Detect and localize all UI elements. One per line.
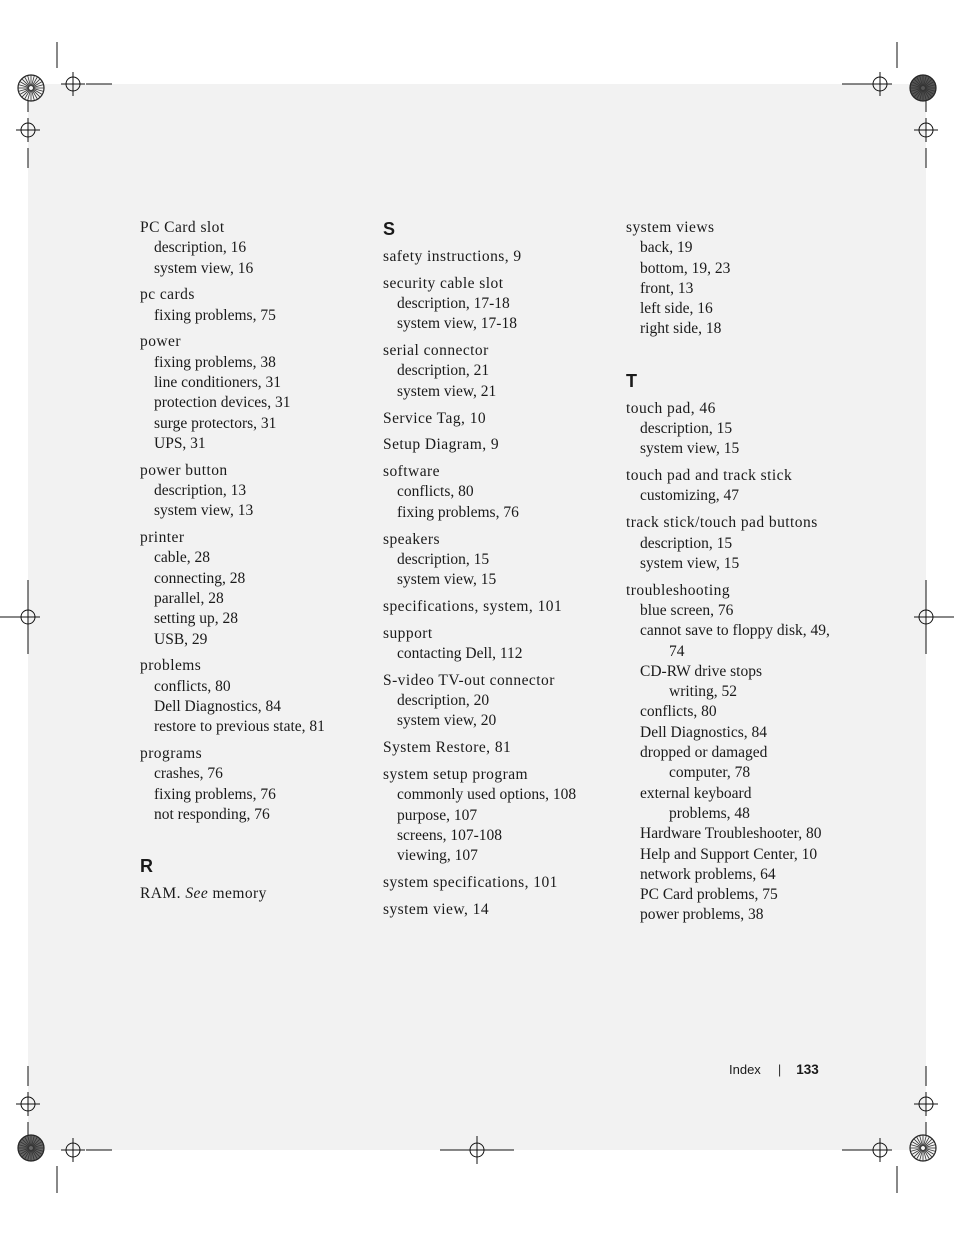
index-entry [383, 462, 608, 523]
index-entry [140, 656, 365, 737]
index-term: system setup program [383, 766, 529, 784]
index-term: system specifications, 101 [383, 874, 558, 892]
index-entry [383, 900, 608, 920]
page-footer [729, 1061, 819, 1079]
index-term: problems [140, 657, 202, 675]
index-letter-heading: R [140, 856, 153, 877]
index-subentry: restore to previous state, 81 [154, 718, 325, 736]
index-term: power [140, 333, 181, 351]
footer-separator: | [777, 1062, 782, 1077]
index-subentry: system view, 15 [640, 440, 740, 458]
index-term: system views [626, 219, 715, 236]
index-term: printer [140, 529, 185, 547]
index-term-part: RAM. [140, 885, 186, 903]
index-entry [383, 530, 608, 591]
index-term: programs [140, 745, 203, 763]
index-subentry: fixing problems, 38 [154, 353, 276, 371]
index-subentry: screens, 107-108 [397, 826, 503, 844]
index-entry [383, 274, 608, 335]
index-subentry: parallel, 28 [154, 590, 224, 608]
index-entry [383, 409, 608, 429]
index-term: troubleshooting [626, 581, 731, 599]
index-subentry: blue screen, 76 [640, 601, 734, 619]
index-letter-heading: T [626, 370, 637, 391]
index-term: security cable slot [383, 274, 504, 292]
index-subentry: description, 15 [640, 534, 733, 552]
index-subentry: setting up, 28 [154, 610, 238, 628]
index-column-1 [140, 218, 365, 911]
index-entry [383, 341, 608, 402]
index-entry [383, 624, 608, 665]
index-subentry: protection devices, 31 [154, 394, 291, 412]
index-term-part: See [185, 885, 209, 903]
index-term: pc cards [140, 286, 195, 304]
index-entry [626, 399, 851, 460]
index-subentry: fixing problems, 76 [397, 503, 519, 521]
index-subentry: PC Card problems, 75 [640, 886, 778, 904]
index-entry [383, 873, 608, 893]
index-term: software [383, 463, 440, 481]
index-subentry: system view, 17-18 [397, 315, 517, 333]
index-subentry: description, 13 [154, 482, 247, 500]
index-subentry: cable, 28 [154, 549, 210, 567]
index-term: touch pad and track stick [626, 467, 793, 485]
index-subentry: purpose, 107 [397, 806, 478, 824]
index-subentry: connecting, 28 [154, 569, 246, 587]
index-term: safety instructions, 9 [383, 248, 522, 265]
index-letter-heading: S [383, 219, 396, 239]
index-subentry: crashes, 76 [154, 765, 223, 783]
index-subentry: front, 13 [640, 279, 694, 297]
index-entry [140, 461, 365, 522]
index-subentry: customizing, 47 [640, 487, 740, 505]
index-subentry: contacting Dell, 112 [397, 645, 523, 663]
index-entry [383, 738, 608, 758]
index-term [140, 884, 365, 904]
index-subentry: dropped or damaged computer, 78 [640, 744, 768, 782]
index-entry [383, 765, 608, 866]
index-term: system view, 14 [383, 900, 490, 918]
index-subentry: power problems, 38 [640, 906, 764, 924]
index-subentry: description, 17-18 [397, 295, 510, 313]
index-subentry: not responding, 76 [154, 806, 270, 824]
index-term: S-video TV-out connector [383, 671, 555, 689]
index-entry [140, 332, 365, 454]
index-subentry: conflicts, 80 [154, 677, 231, 695]
index-entry [383, 247, 608, 267]
index-subentry: conflicts, 80 [397, 483, 474, 501]
index-subentry: system view, 15 [397, 571, 497, 589]
index-subentry: line conditioners, 31 [154, 374, 281, 392]
index-subentry: Dell Diagnostics, 84 [640, 723, 767, 741]
index-entry [383, 435, 608, 455]
index-subentry: description, 15 [640, 420, 733, 438]
index-column-3 [626, 218, 851, 932]
index-subentry: system view, 15 [640, 554, 740, 572]
index-entry [383, 671, 608, 732]
index-subentry: Help and Support Center, 10 [640, 845, 818, 863]
page-number: 133 [796, 1062, 819, 1077]
index-entry [626, 466, 851, 507]
index-subentry: description, 20 [397, 692, 490, 710]
index-term: track stick/touch pad buttons [626, 514, 818, 532]
index-subentry: system view, 13 [154, 502, 254, 520]
index-subentry: system view, 16 [154, 259, 254, 277]
index-subentry: description, 16 [154, 239, 247, 257]
index-subentry: system view, 21 [397, 382, 497, 400]
index-term: power button [140, 461, 228, 479]
index-subentry: system view, 20 [397, 712, 497, 730]
index-term: PC Card slot [140, 219, 225, 236]
index-subentry: USB, 29 [154, 630, 208, 648]
index-subentry: left side, 16 [640, 300, 713, 318]
index-subentry: Dell Diagnostics, 84 [154, 698, 281, 716]
index-entry [140, 285, 365, 326]
index-entry [140, 744, 365, 825]
index-column-2 [383, 218, 608, 927]
index-subentry: external keyboard problems, 48 [640, 784, 752, 822]
index-subentry: description, 15 [397, 550, 490, 568]
index-subentry: description, 21 [397, 362, 490, 380]
index-term: specifications, system, 101 [383, 597, 563, 615]
index-term: Setup Diagram, 9 [383, 436, 500, 454]
index-subentry: right side, 18 [640, 320, 722, 338]
index-entry [626, 581, 851, 926]
index-term: speakers [383, 530, 440, 548]
index-term: touch pad, 46 [626, 399, 716, 417]
index-subentry: fixing problems, 76 [154, 785, 276, 803]
index-entry [383, 597, 608, 617]
index-entry [140, 528, 365, 650]
index-subentry: viewing, 107 [397, 847, 478, 865]
index-subentry: UPS, 31 [154, 434, 206, 452]
index-entry [626, 513, 851, 574]
index-term: System Restore, 81 [383, 739, 512, 757]
index-term-part: memory [208, 885, 267, 903]
index-subentry: commonly used options, 108 [397, 786, 577, 804]
index-term: Service Tag, 10 [383, 409, 487, 427]
index-subentry: CD-RW drive stops writing, 52 [640, 662, 762, 701]
index-term: serial connector [383, 342, 489, 360]
index-subentry: fixing problems, 75 [154, 306, 276, 324]
index-subentry: network problems, 64 [640, 865, 776, 883]
index-term: support [383, 624, 433, 642]
index-subentry: bottom, 19, 23 [640, 259, 731, 277]
index-entry [140, 218, 365, 279]
index-entry [140, 884, 365, 904]
footer-section-label: Index [729, 1062, 761, 1077]
index-subentry: conflicts, 80 [640, 703, 717, 721]
index-subentry: back, 19 [640, 239, 693, 257]
index-subentry: surge protectors, 31 [154, 414, 277, 432]
index-subentry: cannot save to floppy disk, 49, 74 [640, 622, 830, 660]
index-entry [626, 218, 851, 340]
index-subentry: Hardware Troubleshooter, 80 [640, 825, 822, 843]
